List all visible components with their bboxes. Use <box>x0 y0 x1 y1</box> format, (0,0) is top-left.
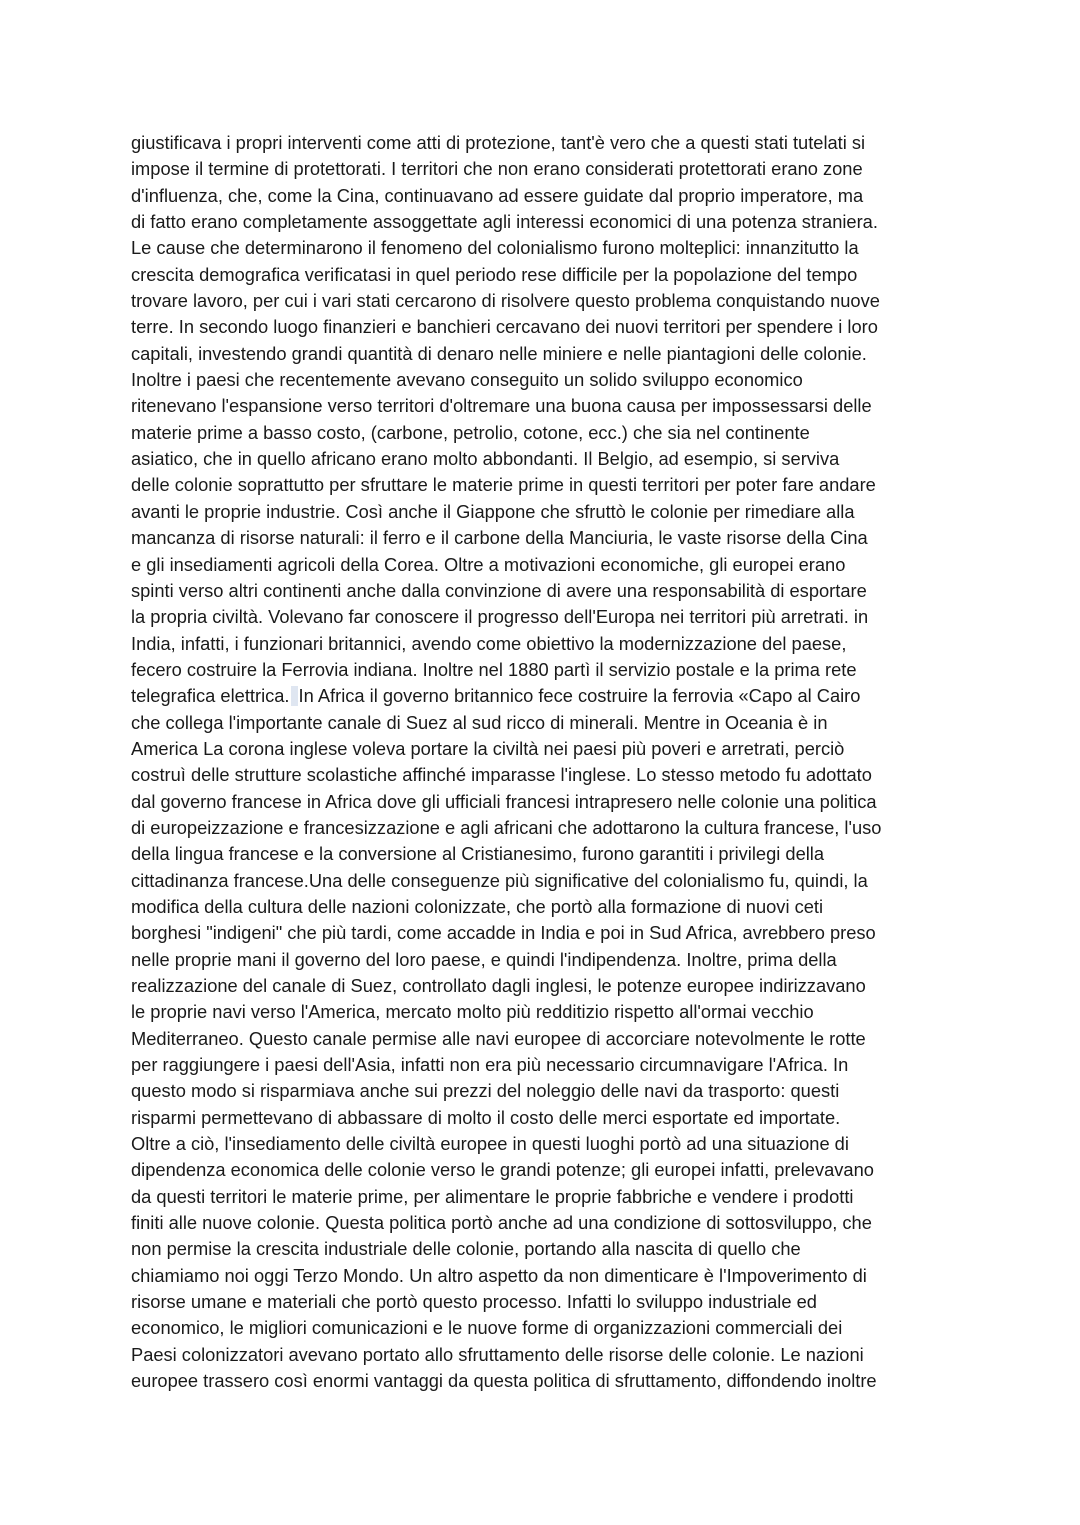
text-line: Inoltre i paesi che recentemente avevano conseguito un solido sviluppo economico <box>131 369 803 391</box>
text-line: dal governo francese in Africa dove gli ufficiali francesi intrapresero nelle colonie una politica <box>131 790 877 812</box>
text-cursor <box>291 686 298 706</box>
text-line: Le cause che determinarono il fenomeno del colonialismo furono molteplici: innanzitutto la <box>131 237 859 259</box>
text-line: giustificava i propri interventi come atti di protezione, tant'è vero che a questi stati tutelati si <box>131 132 866 153</box>
text-line: mancanza di risorse naturali: il ferro e il carbone della Manciuria, le vaste risorse della Cina <box>131 527 868 549</box>
text-line: non permise la crescita industriale delle colonie, portando alla nascita di quello che <box>131 1238 801 1260</box>
body-text[interactable] <box>131 130 961 1395</box>
text-line: Oltre a ciò, l'insediamento delle civiltà europee in questi luoghi portò ad una situazione di <box>131 1133 849 1155</box>
text-line: India, infatti, i funzionari britannici, avendo come obiettivo la modernizzazione del paese, <box>131 632 847 654</box>
text-line: realizzazione del canale di Suez, controllato dagli inglesi, le potenze europee indirizzavano <box>131 975 866 996</box>
text-line: di fatto erano completamente assoggettate agli interessi economici di una potenza straniera. <box>131 211 878 233</box>
text-line: della lingua francese e la conversione al Cristianesimo, furono garantiti i privilegi della <box>131 843 825 865</box>
text-segment: telegrafica elettrica. <box>131 685 290 707</box>
text-line: che collega l'importante canale di Suez al sud ricco di minerali. Mentre in Oceania è in <box>131 711 828 733</box>
text-line: crescita demografica verificatasi in quel periodo rese difficile per la popolazione del tempo <box>131 263 858 285</box>
text-line: Paesi colonizzatori avevano portato allo sfruttamento delle risorse delle colonie. Le nazioni <box>131 1343 864 1365</box>
text-line: economico, le migliori comunicazioni e le nuove forme di organizzazioni commerciali dei <box>131 1317 843 1339</box>
text-line: borghesi "indigeni" che più tardi, come accadde in India e poi in Sud Africa, avrebbero preso <box>131 922 876 944</box>
text-line: fecero costruire la Ferrovia indiana. Inoltre nel 1880 partì il servizio postale e la prima rete <box>131 658 857 680</box>
text-line: chiamiamo noi oggi Terzo Mondo. Un altro aspetto da non dimenticare è l'Impoverimento di <box>131 1264 867 1286</box>
text-line: nelle proprie mani il governo del loro paese, e quindi l'indipendenza. Inoltre, prima della <box>131 948 837 970</box>
text-line: Mediterraneo. Questo canale permise alle navi europee di accorciare notevolmente le rotte <box>131 1027 866 1049</box>
text-line: terre. In secondo luogo finanzieri e banchieri cercavano dei nuovi territori per spendere i loro <box>131 316 878 338</box>
text-line: delle colonie soprattutto per sfruttare le materie prime in questi territori per poter fare andare <box>131 474 876 496</box>
text-line: costruì delle strutture scolastiche affinché imparasse l'inglese. Lo stesso metodo fu adottato <box>131 764 872 786</box>
text-line: di europeizzazione e francesizzazione e agli africani che adottarono la cultura francese, l'uso <box>131 816 882 838</box>
text-line: risparmi permettevano di abbassare di molto il costo delle merci esportate ed importate. <box>131 1106 841 1128</box>
text-line: spinti verso altri continenti anche dalla convinzione di avere una responsabilità di esportare <box>131 579 867 601</box>
text-line: europee trassero così enormi vantaggi da questa politica di sfruttamento, diffondendo inoltre <box>131 1370 877 1392</box>
text-line: cittadinanza francese.Una delle conseguenze più significative del colonialismo fu, quindi, la <box>131 869 868 891</box>
text-line: finiti alle nuove colonie. Questa politica portò anche ad una condizione di sottosviluppo, che <box>131 1212 872 1234</box>
text-line <box>131 683 961 709</box>
text-line: da questi territori le materie prime, per alimentare le proprie fabbriche e vendere i prodotti <box>131 1185 854 1207</box>
text-line: per raggiungere i paesi dell'Asia, infatti non era più necessario circumnavigare l'Africa. In <box>131 1054 849 1076</box>
text-line: ritenevano l'espansione verso territori d'oltremare una buona causa per impossessarsi delle <box>131 395 872 417</box>
text-segment: In Africa il governo britannico fece costruire la ferrovia «Capo al Cairo <box>298 685 861 707</box>
text-line: risorse umane e materiali che portò questo processo. Infatti lo sviluppo industriale ed <box>131 1291 817 1313</box>
text-line: avanti le proprie industrie. Così anche il Giappone che sfruttò le colonie per rimediare alla <box>131 500 855 522</box>
text-line: e gli insediamenti agricoli della Corea. Oltre a motivazioni economiche, gli europei erano <box>131 553 846 575</box>
text-line: le proprie navi verso l'America, mercato molto più redditizio rispetto all'ormai vecchio <box>131 1001 814 1023</box>
text-line: modifica della cultura delle nazioni colonizzate, che portò alla formazione di nuovi ceti <box>131 895 824 917</box>
text-line: d'influenza, che, come la Cina, continuavano ad essere guidate dal proprio imperatore, ma <box>131 184 864 206</box>
text-line: dipendenza economica delle colonie verso le grandi potenze; gli europei infatti, prelevavano <box>131 1159 874 1181</box>
text-line: questo modo si risparmiava anche sui prezzi del noleggio delle navi da trasporto: questi <box>131 1080 840 1102</box>
text-line: impose il termine di protettorati. I territori che non erano considerati protettorati erano zone <box>131 158 863 180</box>
text-line: materie prime a basso costo, (carbone, petrolio, cotone, ecc.) che sia nel continente <box>131 421 810 443</box>
text-line: asiatico, che in quello africano erano molto abbondanti. Il Belgio, ad esempio, si serviva <box>131 448 840 470</box>
text-line: capitali, investendo grandi quantità di denaro nelle miniere e nelle piantagioni delle colonie. <box>131 342 867 364</box>
text-line: America La corona inglese voleva portare la civiltà nei paesi più poveri e arretrati, perciò <box>131 737 845 759</box>
text-line: la propria civiltà. Volevano far conoscere il progresso dell'Europa nei territori più arretrati. in <box>131 606 869 628</box>
text-line: trovare lavoro, per cui i vari stati cercarono di risolvere questo problema conquistando nuove <box>131 290 880 312</box>
